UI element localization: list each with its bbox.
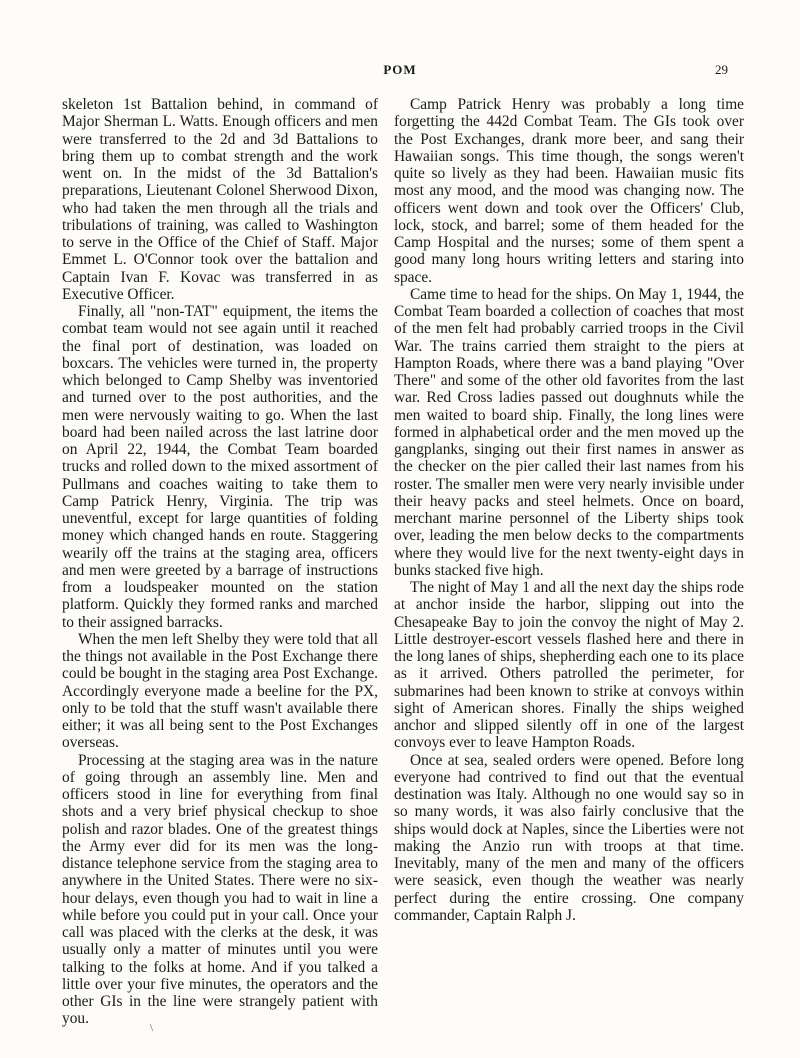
- running-head: POM: [383, 62, 417, 77]
- paragraph: skeleton 1st Battalion behind, in command of Major Sherman L. Watts. Enough officers and men were transferred to the 2d and 3d Battalions to bring them up to combat strength and the work went on. In the midst of the 3d Battalion's preparations, Lieutenant Colonel Sherwood Dixon, who had taken the men through all the trials and tribulations of training, was called to Washington to serve in the Office of the Chief of Staff. Major Emmet L. O'Connor took over the battalion and Captain Ivan F. Kovac was transferred in as Executive Officer.: [62, 96, 378, 303]
- paragraph: Processing at the staging area was in the nature of going through an assembly line. Men and officers stood in line for everything from final shots and a very brief physical checkup to shoe polish and razor blades. One of the greatest things the Army ever did for its men was the long-distance telephone service from the staging area to anywhere in the United States. There were no six-hour delays, even though you had to wait in line a while before you could put in your call. Once your call was placed with the clerks at the desk, it was usually only a matter of minutes until you were talking to the folks at home. And if you talked a little over your five minutes, the operators and the other GIs in the line were strangely patient with you.: [62, 751, 378, 1028]
- paragraph: Came time to head for the ships. On May 1, 1944, the Combat Team boarded a collection of coaches that most of the men felt had probably carried troops in the Civil War. The trains carried them straight to the piers at Hampton Roads, where there was a band playing "Over There" and some of the other old favorites from the last war. Red Cross ladies passed out doughnuts while the men waited to board ship. Finally, the long lines were formed in alphabetical order and the men moved up the gangplanks, singing out their first names in answer as the checker on the pier called their last names from his roster. The smaller men were very nearly invisible under their heavy packs and steel helmets. Once on board, merchant marine personnel of the Liberty ships took over, leading the men below decks to the compartments where they would live for the next twenty-eight days in bunks stacked five high.: [394, 285, 744, 579]
- paragraph: Finally, all "non-TAT" equipment, the items the combat team would not see again until it reached the final port of destination, was loaded on boxcars. The vehicles were turned in, the property which belonged to Camp Shelby was inventoried and turned over to the post authorities, and the men were nervously waiting to go. When the last board had been nailed across the last latrine door on April 22, 1944, the Combat Team boarded trucks and rolled down to the mixed assortment of Pullmans and coaches waiting to take them to Camp Patrick Henry, Virginia. The trip was uneventful, except for large quantities of folding money which changed hands en route. Staggering wearily off the trains at the staging area, officers and men were greeted by a barrage of instructions from a loudspeaker mounted on the station platform. Quickly they formed ranks and marched to their assigned barracks.: [62, 303, 378, 631]
- paragraph: When the men left Shelby they were told that all the things not available in the Post Exchange there could be bought in the staging area Post Exchange. Accordingly everyone made a beeline for the PX, only to be told that the stuff wasn't available there either; it was all being sent to the Post Exchanges overseas.: [62, 630, 378, 752]
- paragraph: Camp Patrick Henry was probably a long time forgetting the 442d Combat Team. The GIs took over the Post Exchanges, drank more beer, and sang their Hawaiian songs. This time though, the songs weren't quite so lively as they had been. Hawaiian music fits most any mood, and the mood was changing now. The officers went down and took over the Officers' Club, lock, stock, and barrel; some of them headed for the Camp Hospital and the nurses; some of them spent a good many long hours writing letters and staring into space.: [394, 96, 744, 286]
- stray-mark: \: [150, 1022, 154, 1034]
- paragraph: Once at sea, sealed orders were opened. Before long everyone had contrived to find out that the eventual destination was Italy. Although no one would say so in so many words, it was also fairly conclusive that the ships would dock at Naples, since the Liberties were not making the Anzio run with troops at that time. Inevitably, many of the men and many of the officers were seasick, even though the weather was nearly perfect during the entire crossing. One company commander, Captain Ralph J.: [394, 751, 744, 924]
- page-number: 29: [715, 62, 728, 77]
- left-column: [62, 96, 378, 1028]
- paragraph: The night of May 1 and all the next day the ships rode at anchor inside the harbor, slipping out into the Chesapeake Bay to join the convoy the night of May 2. Little destroyer-escort vessels flashed here and there in the long lanes of ships, shepherding each one to its place as it arrived. Others patrolled the perimeter, for submarines had been known to strike at convoys within sight of American shores. Finally the ships weighed anchor and slipped silently off in one of the largest convoys ever to leave Hampton Roads.: [394, 579, 744, 752]
- page-header: [0, 62, 800, 82]
- right-column: [394, 96, 744, 924]
